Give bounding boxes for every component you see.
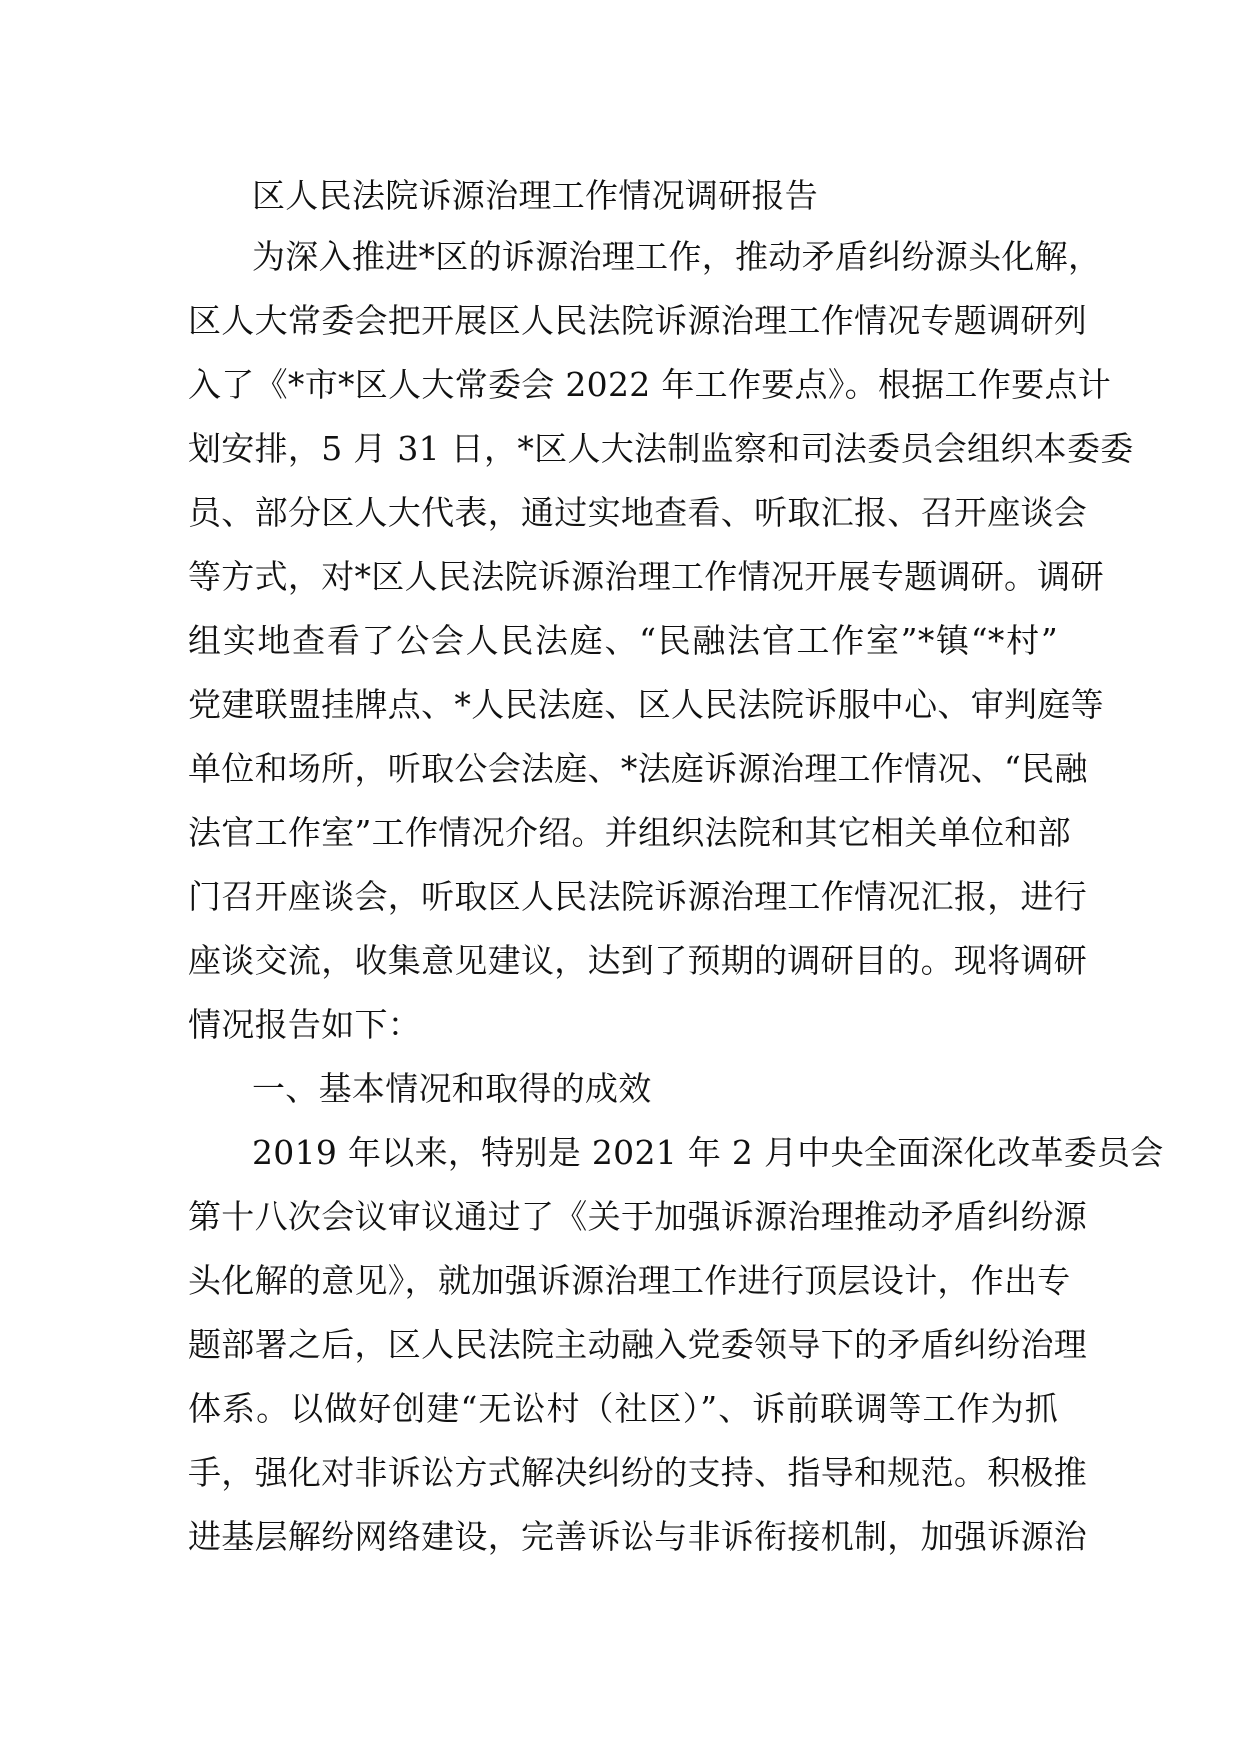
paragraph-line: 入了《*市*区人大常委会 2022 年工作要点》。根据工作要点计	[188, 365, 1112, 404]
paragraph-line: 划安排，5 月 31 日，*区人大法制监察和司法委员会组织本委委	[188, 429, 1134, 468]
document-title: 区人民法院诉源治理工作情况调研报告	[252, 176, 819, 215]
paragraph-line: 头化解的意见》，就加强诉源治理工作进行顶层设计，作出专	[188, 1261, 1071, 1300]
paragraph-line: 体系。以做好创建“无讼村（社区）”、诉前联调等工作为抓	[188, 1389, 1058, 1428]
section-heading: 一、基本情况和取得的成效	[252, 1069, 652, 1108]
paragraph-line: 区人大常委会把开展区人民法院诉源治理工作情况专题调研列	[188, 301, 1088, 340]
paragraph-line: 2019 年以来，特别是 2021 年 2 月中央全面深化改革委员会	[252, 1133, 1164, 1172]
paragraph-line: 手，强化对非诉讼方式解决纠纷的支持、指导和规范。积极推	[188, 1453, 1088, 1492]
paragraph-line: 等方式，对*区人民法院诉源治理工作情况开展专题调研。调研	[188, 557, 1104, 596]
paragraph-line: 进基层解纷网络建设，完善诉讼与非诉衔接机制，加强诉源治	[188, 1517, 1088, 1556]
paragraph-line: 党建联盟挂牌点、*人民法庭、区人民法院诉服中心、审判庭等	[188, 685, 1104, 724]
paragraph-line: 法官工作室”工作情况介绍。并组织法院和其它相关单位和部	[188, 813, 1071, 852]
paragraph-line: 组实地查看了公会人民法庭、“民融法官工作室”*镇“*村”	[188, 621, 1058, 660]
paragraph-line: 第十八次会议审议通过了《关于加强诉源治理推动矛盾纠纷源	[188, 1197, 1088, 1236]
paragraph-line: 为深入推进*区的诉源治理工作，推动矛盾纠纷源头化解，	[252, 237, 1102, 276]
paragraph-line: 座谈交流，收集意见建议，达到了预期的调研目的。现将调研	[188, 941, 1088, 980]
paragraph-line: 题部署之后，区人民法院主动融入党委领导下的矛盾纠纷治理	[188, 1325, 1088, 1364]
paragraph-line: 门召开座谈会，听取区人民法院诉源治理工作情况汇报，进行	[188, 877, 1088, 916]
paragraph-line: 员、部分区人大代表，通过实地查看、听取汇报、召开座谈会	[188, 493, 1088, 532]
paragraph-line: 单位和场所，听取公会法庭、*法庭诉源治理工作情况、“民融	[188, 749, 1088, 788]
paragraph-line: 情况报告如下：	[188, 1005, 422, 1044]
